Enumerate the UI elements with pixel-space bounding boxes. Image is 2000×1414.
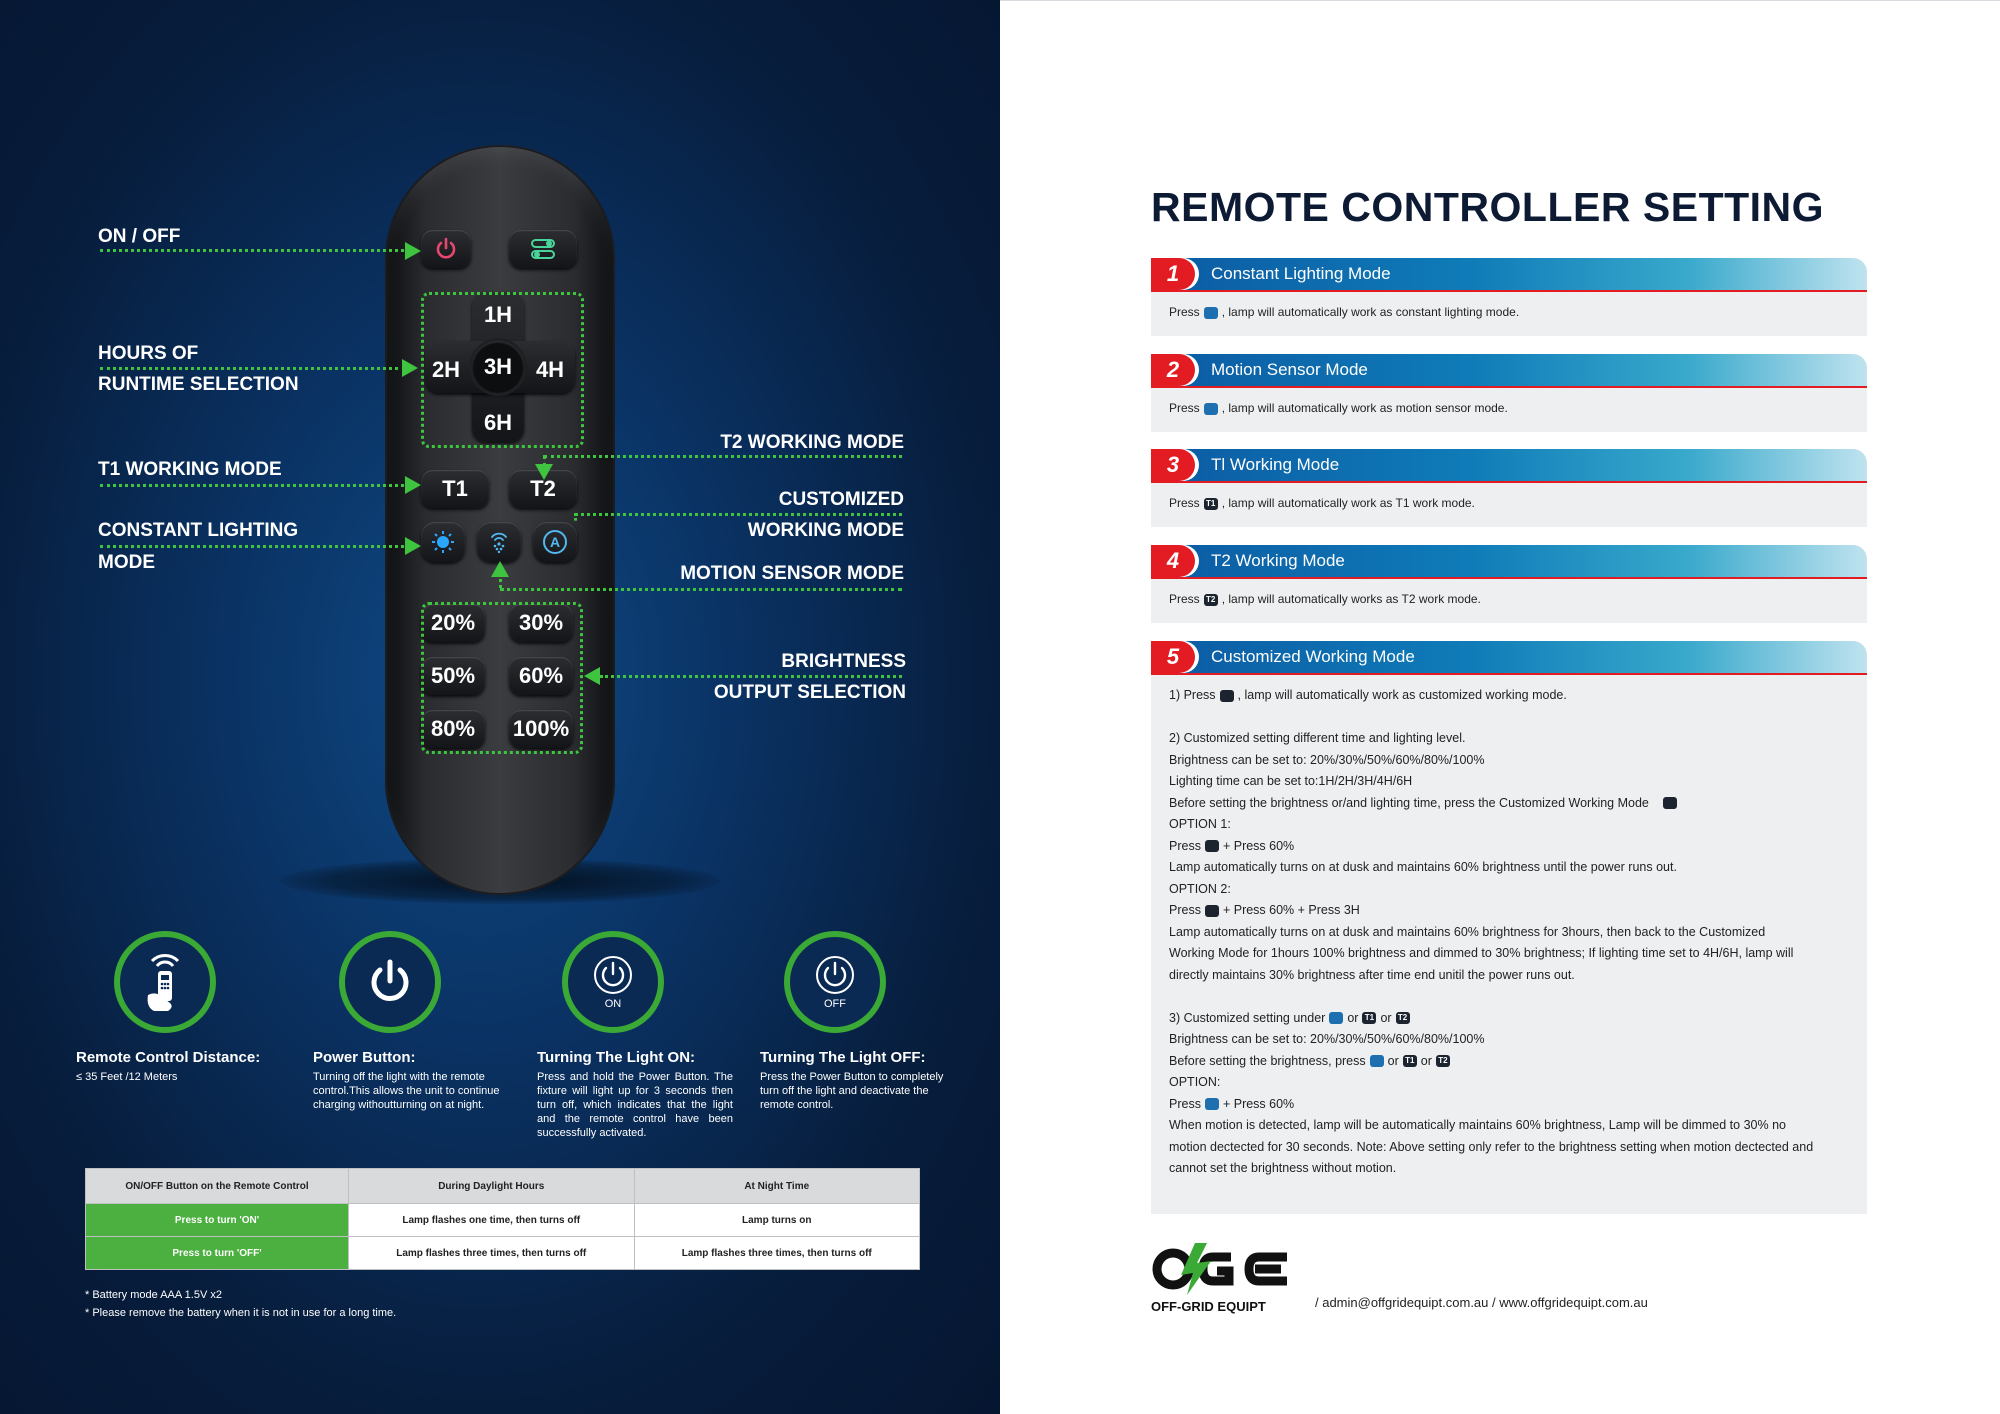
callout-hours-line1: HOURS OF [98, 343, 199, 364]
table-header: During Daylight Hours [349, 1169, 635, 1204]
arrow-brightness [584, 667, 600, 685]
section-title: T2 Working Mode [1211, 551, 1345, 570]
callout-custom-line1: CUSTOMIZED [778, 489, 904, 510]
feature-distance-title: Remote Control Distance: [76, 1049, 261, 1066]
callout-constant-line1: CONSTANT LIGHTING [98, 520, 299, 541]
section-header [1151, 354, 1867, 386]
motion-mode-icon [1370, 1055, 1384, 1067]
table-header: At Night Time [634, 1169, 920, 1204]
table-row [86, 1237, 920, 1270]
dpad-2h: 2H [431, 357, 461, 382]
remote-settings-button [509, 230, 577, 268]
auto-mode-icon [541, 528, 569, 556]
section-body: Press , lamp will automatically work as motion sensor mode. [1151, 386, 1867, 432]
section-title: Customized Working Mode [1211, 647, 1415, 666]
feature-off-text: Press the Power Button to completely turn off the light and deactivate the remote control. [760, 1071, 944, 1111]
table-cell: Lamp flashes one time, then turns off [349, 1204, 635, 1237]
leader-custom [575, 513, 902, 516]
leader-constant [100, 545, 410, 548]
feature-power-title: Power Button: [313, 1049, 416, 1066]
arrow-t1 [405, 476, 421, 494]
table-row [86, 1204, 920, 1237]
remote-100-button: 100% [509, 710, 573, 748]
section-header [1151, 449, 1867, 481]
section-body: 1) Press , lamp will automatically work as customized working mode. 2) Customized setting different time and lighting level. Brightness can be set to: 20%/30%/50%/60%/80%/100% Lighting time can be set to:1H/2H/3H/4H/6H Before setting the brightness or/and lighting time, press the Customized Working Mode OPTION 1: Press + Press 60% Lamp automatically turns on at dusk and maintains 60% brightness until the power runs out. OPTION 2: Press + Press 60% + Press 3H Lamp automatically turns on at dusk and maintains 60% brightness for 3hours, then back to the Customized Working Mode for 1hours 100% brightness and dimmed to 30% brightness; If lighting time set to 4H/6H, lamp will directly maintains 30% brightness after time end unitil the power runs out. 3) Customized setting under or T1 or T2 Brightness can be set to: 20%/30%/50%/60%/80%/100% Before setting the brightness, press or T1 or T2 OPTION: Press + Press 60% When motion is detected, lamp will be automatically maintains 60% brightness, Lamp will be dimmed to 30% no motion dectected for 30 seconds. Note: Above setting only refer to the brightness setting when motion dectected and cannot set the brightness without motion. [1151, 673, 1867, 1214]
table-header: ON/OFF Button on the Remote Control [86, 1169, 349, 1204]
on-badge: ON [604, 998, 622, 1010]
table-cell: Press to turn 'ON' [86, 1204, 349, 1237]
motion-mode-icon [1329, 1012, 1343, 1024]
arrow-t2 [535, 464, 553, 480]
section-header [1151, 545, 1867, 577]
feature-off-title: Turning The Light OFF: [760, 1049, 926, 1066]
feature-distance-text: ≤ 35 Feet /12 Meters [76, 1071, 178, 1083]
power-on-icon [592, 954, 634, 996]
power-off-icon [814, 954, 856, 996]
leader-brightness [600, 675, 902, 678]
t2-icon: T2 [1436, 1055, 1450, 1067]
hours-highlight-box [421, 292, 584, 448]
section-header [1151, 258, 1867, 290]
arrow-motion [491, 561, 509, 577]
section-t2 [1151, 545, 1867, 623]
section-title: Tl Working Mode [1211, 455, 1340, 474]
feature-on-title: Turning The Light ON: [537, 1049, 696, 1066]
remote-80-button: 80% [421, 710, 485, 748]
page-title: REMOTE CONTROLLER SETTING [1151, 184, 1825, 230]
table-header-row [86, 1169, 920, 1204]
ogs-logo-icon [1151, 1239, 1296, 1319]
callout-hours-line2: RUNTIME SELECTION [98, 374, 299, 395]
off-grid-equipt-logo [1151, 1239, 1296, 1324]
callout-on-off: ON / OFF [98, 226, 181, 247]
section-header [1151, 641, 1867, 673]
arrow-on-off [405, 242, 421, 260]
remote-30-button: 30% [509, 604, 573, 642]
t1-icon: T1 [1403, 1055, 1417, 1067]
callout-brightness-line2: OUTPUT SELECTION [713, 682, 906, 703]
section-title: Motion Sensor Mode [1211, 360, 1368, 379]
feature-on-text: Press and hold the Power Button. The fixture will light up for 3 seconds then turn off, which indicates that the light and the remote control have been successfully activated. [537, 1071, 733, 1139]
table-cell: Lamp flashes three times, then turns off [349, 1237, 635, 1270]
power-icon [433, 236, 459, 262]
section-number: 5 [1151, 641, 1195, 673]
section-number: 4 [1151, 545, 1195, 577]
section-body: Press T2 , lamp will automatically works as T2 work mode. [1151, 577, 1867, 623]
sun-icon [430, 529, 456, 555]
section-title: Constant Lighting Mode [1211, 264, 1391, 283]
section-motion [1151, 354, 1867, 432]
section-body: Press , lamp will automatically work as constant lighting mode. [1151, 290, 1867, 336]
leader-hours [100, 367, 405, 370]
table-cell: Lamp flashes three times, then turns off [634, 1237, 920, 1270]
section-body: Press T1 , lamp will automatically work as T1 work mode. [1151, 481, 1867, 527]
section-number: 1 [1151, 258, 1195, 290]
section-number: 3 [1151, 449, 1195, 481]
dpad-6h: 6H [483, 410, 513, 435]
remove-battery-note: * Please remove the battery when it is not in use for a long time. [85, 1307, 397, 1319]
custom-mode-icon [1205, 840, 1219, 852]
remote-20-button: 20% [421, 604, 485, 642]
callout-motion: MOTION SENSOR MODE [680, 563, 904, 584]
feature-power-circle [339, 931, 441, 1033]
leader-on-off [100, 249, 410, 252]
callout-custom-line2: WORKING MODE [747, 520, 904, 541]
t1-icon: T1 [1204, 498, 1218, 510]
custom-mode-icon [1205, 905, 1219, 917]
remote-t1-button: T1 [421, 470, 489, 508]
remote-constant-button [421, 522, 465, 562]
arrow-hours [402, 359, 418, 377]
battery-note: * Battery mode AAA 1.5V x2 [85, 1289, 222, 1301]
feature-on-circle [562, 931, 664, 1033]
feature-power-text: Turning off the light with the remote control.This allows the unit to continue charging withoutturning on at night. [313, 1071, 500, 1111]
svg-text:A: A [549, 534, 561, 550]
t2-icon: T2 [1204, 594, 1218, 606]
remote-t2-button: T2 [509, 470, 577, 508]
section-t1 [1151, 449, 1867, 527]
feature-distance-circle [114, 931, 216, 1033]
section-constant [1151, 258, 1867, 336]
table-cell: Press to turn 'OFF' [86, 1237, 349, 1270]
constant-mode-icon [1204, 307, 1218, 319]
power-icon [365, 957, 415, 1007]
t1-icon: T1 [1362, 1012, 1376, 1024]
custom-mode-icon [1663, 797, 1677, 809]
callout-brightness-line1: BRIGHTNESS [781, 651, 906, 672]
callout-t1: T1 WORKING MODE [98, 459, 282, 480]
table-cell: Lamp turns on [634, 1204, 920, 1237]
remote-60-button: 60% [509, 657, 573, 695]
arrow-constant [405, 537, 421, 555]
brightness-highlight-box [421, 602, 583, 754]
motion-sensor-icon [486, 529, 512, 555]
callout-constant-line2: MODE [98, 552, 155, 573]
leader-motion [500, 588, 902, 591]
remote-power-button [421, 230, 471, 268]
dpad-1h: 1H [483, 302, 513, 327]
custom-mode-icon [1220, 690, 1234, 702]
motion-mode-icon [1204, 403, 1218, 415]
leader-t2 [544, 455, 902, 458]
section-customized [1151, 641, 1867, 1214]
leader-custom-drop [574, 513, 577, 521]
remote-motion-button [477, 522, 521, 562]
dpad-center-3h: 3H [472, 341, 524, 393]
feature-off-circle [784, 931, 886, 1033]
right-page [1000, 0, 2000, 1414]
remote-custom-button [533, 522, 577, 562]
on-off-table [85, 1168, 920, 1270]
toggle-settings-icon [529, 236, 557, 262]
contact-footer: / admin@offgridequipt.com.au / www.offgridequipt.com.au [1315, 1295, 1648, 1310]
dpad-4h: 4H [535, 357, 565, 382]
remote-hand-icon [130, 947, 200, 1017]
svg-text:OFF-GRID EQUIPT: OFF-GRID EQUIPT [1151, 1299, 1266, 1314]
remote-50-button: 50% [421, 657, 485, 695]
motion-mode-icon [1205, 1098, 1219, 1110]
leader-t1 [100, 484, 410, 487]
callout-t2: T2 WORKING MODE [720, 432, 904, 453]
section-number: 2 [1151, 354, 1195, 386]
off-badge: OFF [824, 998, 846, 1010]
t2-icon: T2 [1396, 1012, 1410, 1024]
